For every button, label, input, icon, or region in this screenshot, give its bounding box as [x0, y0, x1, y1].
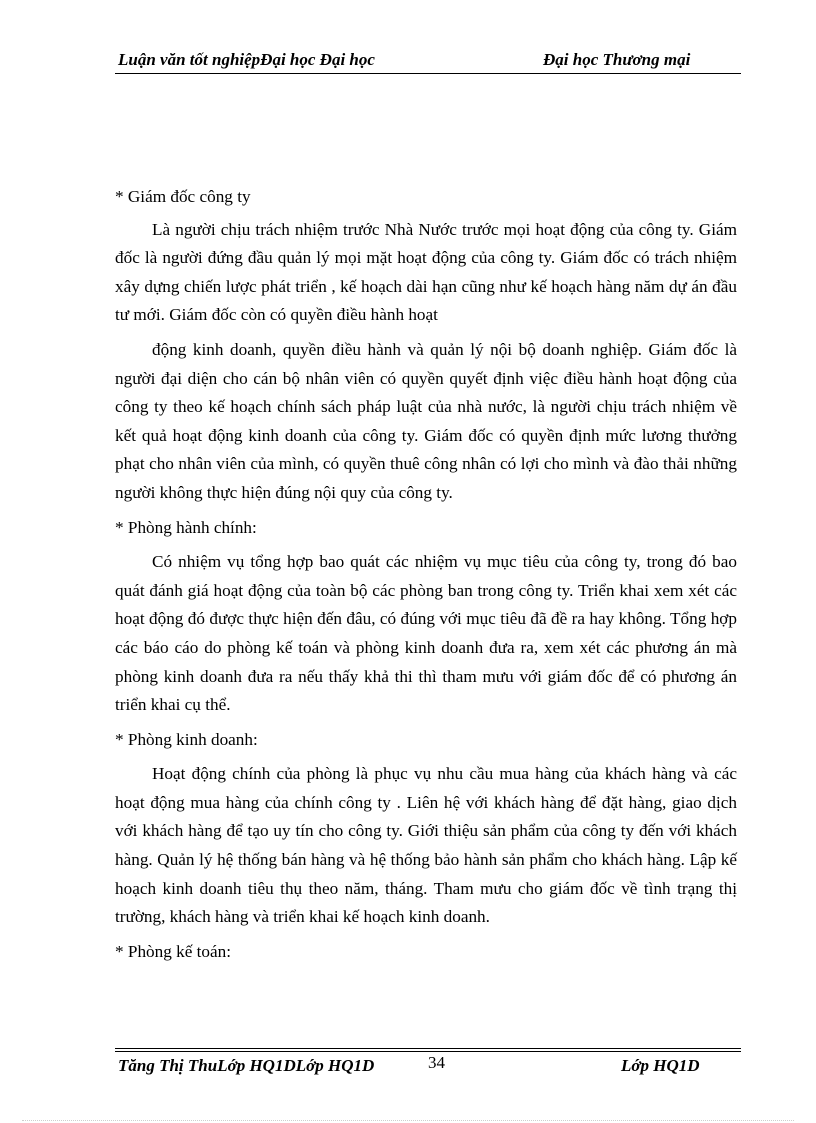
footer-author-class: Tăng Thị ThuLớp HQ1DLớp HQ1D [118, 1056, 375, 1075]
paragraph: Hoạt động chính của phòng là phục vụ nhu cầu mua hàng của khách hàng và các hoạt động mua hàng của chính công ty . Liên hệ với khách hàng để đặt hàng, giao dịch với khách hàng để tạo uy tín cho công ty. Giới thiệu sản phẩm của công ty đến với khách hàng. Quản lý hệ thống bán hàng và hệ thống bảo hành sản phẩm cho khách hàng. Lập kế hoạch kinh doanh tiêu thụ theo năm, tháng. Tham mưu cho giám đốc về tình trạng thị trường, khách hàng và triển khai kế hoạch kinh doanh. [115, 764, 737, 927]
section-heading-admin: * Phòng hành chính: [115, 517, 257, 537]
section-heading-director: * Giám đốc công ty [115, 187, 251, 206]
paragraph: động kinh doanh, quyền điều hành và quản lý nội bộ doanh nghiệp. Giám đốc là người đại diện cho cán bộ nhân viên có quyền quyết định việc điều hành hoạt động của công ty theo kế hoạch chính sách pháp luật của nhà nước, là người chịu trách nhiệm về kết quả hoạt động kinh doanh của công ty. Giám đốc có quyền định mức lương thưởng phạt cho nhân viên của mình, có quyền thuê công nhân có lợi cho mình và đào thải những người không thực hiện đúng nội quy của công ty. [115, 339, 737, 502]
header-rule [115, 73, 741, 74]
section-heading-sales: * Phòng kinh doanh: [115, 729, 258, 749]
page-number: 34 [428, 1053, 445, 1072]
section-heading-accounting: * Phòng kế toán: [115, 941, 232, 961]
paragraph: Có nhiệm vụ tổng hợp bao quát các nhiệm vụ mục tiêu của công ty, trong đó bao quát đánh giá hoạt động của toàn bộ các phòng ban trong công ty. Triển khai xem xét các hoạt động đó được thực hiện đến đâu, có đúng với mục tiêu đã đề ra hay không. Tổng hợp các báo cáo do phòng kế toán và phòng kinh doanh đưa ra, xem xét các phương án mà phòng kinh doanh đưa ra nếu thấy khả thi thì tham mưu với giám đốc để có phương án triển khai cụ thể. [115, 552, 737, 715]
paragraph: Là người chịu trách nhiệm trước Nhà Nước trước mọi hoạt động của công ty. Giám đốc là người đứng đầu quản lý mọi mặt hoạt động của công ty. Giám đốc có trách nhiệm xây dựng chiến lược phát triển , kế hoạch dài hạn cũng như kế hoạch hàng năm dự án đầu tư mới. Giám đốc còn có quyền điều hành hoạt [115, 219, 737, 325]
footer-rule [115, 1048, 741, 1049]
page-header [115, 46, 741, 74]
document-body [115, 183, 737, 966]
page-bottom-divider [22, 1120, 794, 1121]
header-thesis-title: Luận văn tốt nghiệpĐại học Đại học [118, 50, 375, 69]
page-footer [115, 1048, 741, 1074]
footer-class: Lớp HQ1D [621, 1056, 700, 1075]
footer-rule-secondary [115, 1051, 741, 1052]
header-university: Đại học Thương mại [543, 50, 691, 69]
